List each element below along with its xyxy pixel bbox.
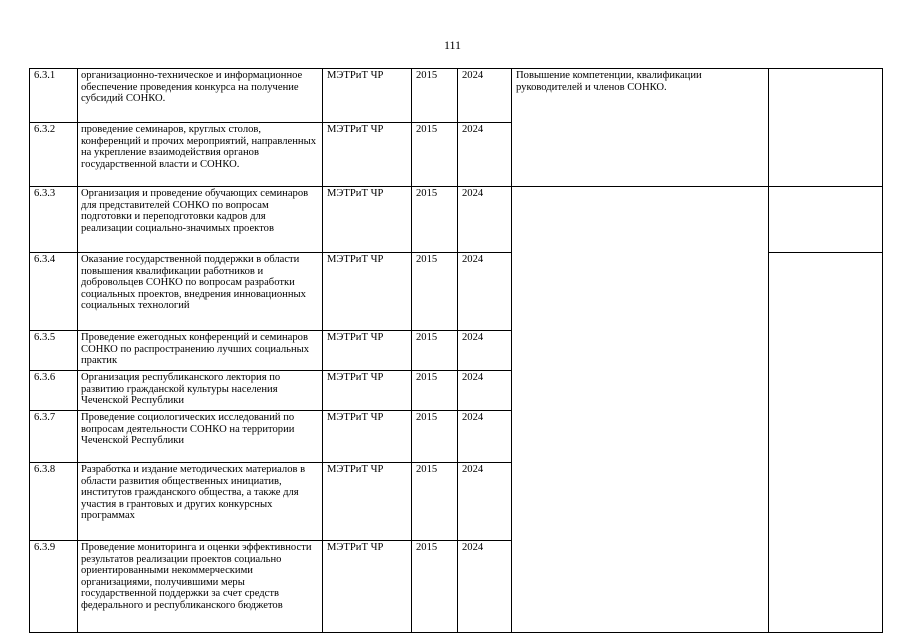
row-number: 6.3.7 [30,411,78,463]
start-year: 2015 [412,411,458,463]
page-number: 111 [443,38,462,52]
executor: МЭТРиТ ЧР [323,69,412,123]
start-year: 2015 [412,331,458,371]
row-number: 6.3.1 [30,69,78,123]
empty-cell [769,69,883,187]
executor: МЭТРиТ ЧР [323,371,412,411]
executor: МЭТРиТ ЧР [323,331,412,371]
empty-cell [512,187,769,633]
empty-cell [769,187,883,253]
start-year: 2015 [412,253,458,331]
end-year: 2024 [458,371,512,411]
row-number: 6.3.3 [30,187,78,253]
row-number: 6.3.2 [30,123,78,187]
start-year: 2015 [412,463,458,541]
result-text: Повышение компетенции, квалификации руководителей и членов СОНКО. [512,69,769,187]
start-year: 2015 [412,187,458,253]
row-number: 6.3.4 [30,253,78,331]
end-year: 2024 [458,69,512,123]
end-year: 2024 [458,463,512,541]
row-number: 6.3.9 [30,541,78,633]
activity-text: Проведение мониторинга и оценки эффективности результатов реализации проектов социально ориентированными некоммерческими организациями, получившими меры государственной поддержки за счет средств федерального и республиканского бюджетов [78,541,323,633]
end-year: 2024 [458,331,512,371]
start-year: 2015 [412,69,458,123]
end-year: 2024 [458,123,512,187]
end-year: 2024 [458,187,512,253]
table-row [30,187,883,253]
row-number: 6.3.6 [30,371,78,411]
executor: МЭТРиТ ЧР [323,187,412,253]
executor: МЭТРиТ ЧР [323,123,412,187]
activities-table [29,68,883,633]
activity-text: проведение семинаров, круглых столов, конференций и прочих мероприятий, направленных на укрепление взаимодействия органов государственной власти и СОНКО. [78,123,323,187]
activity-text: Разработка и издание методических материалов в области развития общественных инициатив, институтов гражданского общества, а также для участия в грантовых и других конкурсных программах [78,463,323,541]
end-year: 2024 [458,411,512,463]
activity-text: Проведение ежегодных конференций и семинаров СОНКО по распространению лучших социальных практик [78,331,323,371]
row-number: 6.3.5 [30,331,78,371]
empty-cell [769,253,883,633]
start-year: 2015 [412,541,458,633]
start-year: 2015 [412,123,458,187]
end-year: 2024 [458,541,512,633]
executor: МЭТРиТ ЧР [323,541,412,633]
executor: МЭТРиТ ЧР [323,411,412,463]
row-number: 6.3.8 [30,463,78,541]
activity-text: организационно-техническое и информационное обеспечение проведения конкурса на получение субсидий СОНКО. [78,69,323,123]
start-year: 2015 [412,371,458,411]
table-row [30,69,883,123]
activity-text: Оказание государственной поддержки в области повышения квалификации работников и добровольцев СОНКО по вопросам разработки социальных проектов, внедрения инновационных социальных технологий [78,253,323,331]
activity-text: Проведение социологических исследований по вопросам деятельности СОНКО на территории Чеченской Республики [78,411,323,463]
activity-text: Организация республиканского лектория по развитию гражданской культуры населения Чеченской Республики [78,371,323,411]
executor: МЭТРиТ ЧР [323,463,412,541]
end-year: 2024 [458,253,512,331]
executor: МЭТРиТ ЧР [323,253,412,331]
activity-text: Организация и проведение обучающих семинаров для представителей СОНКО по вопросам подготовки и переподготовки кадров для реализации социально-значимых проектов [78,187,323,253]
